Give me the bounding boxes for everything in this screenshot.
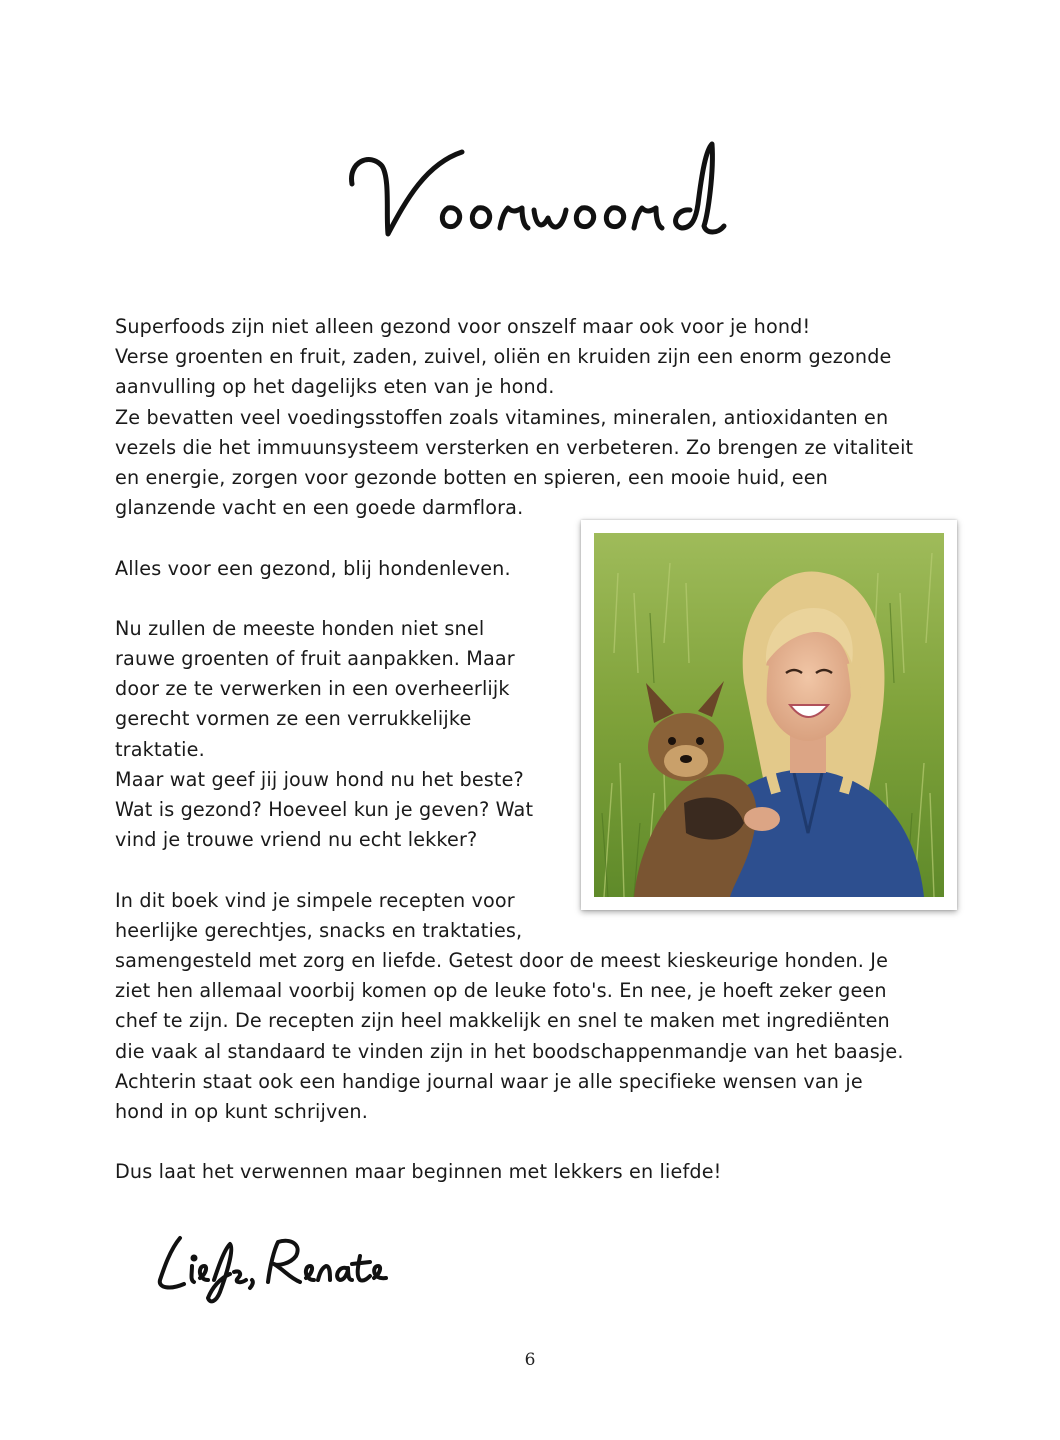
text-line: Maar wat geef jij jouw hond nu het beste?: [115, 767, 524, 791]
page-title: [330, 122, 730, 262]
text-line: aanvulling op het dagelijks eten van je hond.: [115, 375, 555, 399]
text-line: Wat is gezond? Hoeveel kun je geven? Wat: [115, 798, 534, 821]
signature: [150, 1220, 410, 1310]
text-line: Dus laat het verwennen maar beginnen met lekkers en liefde!: [115, 1160, 722, 1184]
page-number: 6: [524, 1350, 536, 1370]
text-line: Achterin staat ook een handige journal waar je alle specifieke wensen van je: [115, 1069, 863, 1093]
text-line: glanzende vacht en een goede darmflora.: [115, 496, 524, 520]
text-line: ziet hen allemaal voorbij komen op de leuke foto's. En nee, je hoeft zeker geen: [115, 979, 887, 1003]
text-line: hond in op kunt schrijven.: [115, 1099, 368, 1123]
text-line: chef te zijn. De recepten zijn heel makkelijk en snel te maken met ingrediënten: [115, 1009, 890, 1033]
paragraph-intro: [115, 312, 950, 523]
paragraph-slot: [115, 1157, 950, 1187]
text-line: Verse groenten en fruit, zaden, zuivel, oliën en kruiden zijn een enorm gezonde: [115, 345, 892, 369]
text-line: In dit boek vind je simpele recepten voor: [115, 888, 515, 912]
text-line: Superfoods zijn niet alleen gezond voor onszelf maar ook voor je hond!: [115, 315, 811, 338]
text-line: die vaak al standaard te vinden zijn in het boodschappenmandje van het baasje.: [115, 1039, 904, 1063]
text-line: samengesteld met zorg en liefde. Getest door de meest kieskeurige honden. Je: [115, 948, 889, 972]
text-line: Alles voor een gezond, blij hondenleven.: [115, 556, 511, 580]
text-line: Nu zullen de meeste honden niet snel: [115, 616, 485, 640]
text-line: gerecht vormen ze een verrukkelijke: [115, 707, 472, 731]
text-line: traktatie.: [115, 737, 205, 761]
text-line: door ze te verwerken in een overheerlijk: [115, 677, 510, 701]
author-photo-frame: [581, 520, 957, 910]
text-line: vind je trouwe vriend nu echt lekker?: [115, 828, 478, 852]
text-line: rauwe groenten of fruit aanpakken. Maar: [115, 647, 515, 671]
text-line: vezels die het immuunsysteem versterken en verbeteren. Zo brengen ze vitaliteit: [115, 435, 914, 459]
text-line: Ze bevatten veel voedingsstoffen zoals vitamines, mineralen, antioxidanten en: [115, 405, 889, 429]
text-line: heerlijke gerechtjes, snacks en traktaties,: [115, 918, 523, 942]
paragraph-boek: [115, 886, 950, 1128]
paragraph-gap: [115, 1127, 950, 1157]
text-line: en energie, zorgen voor gezonde botten en spieren, een mooie huid, een: [115, 465, 828, 489]
author-photo: [594, 533, 944, 897]
